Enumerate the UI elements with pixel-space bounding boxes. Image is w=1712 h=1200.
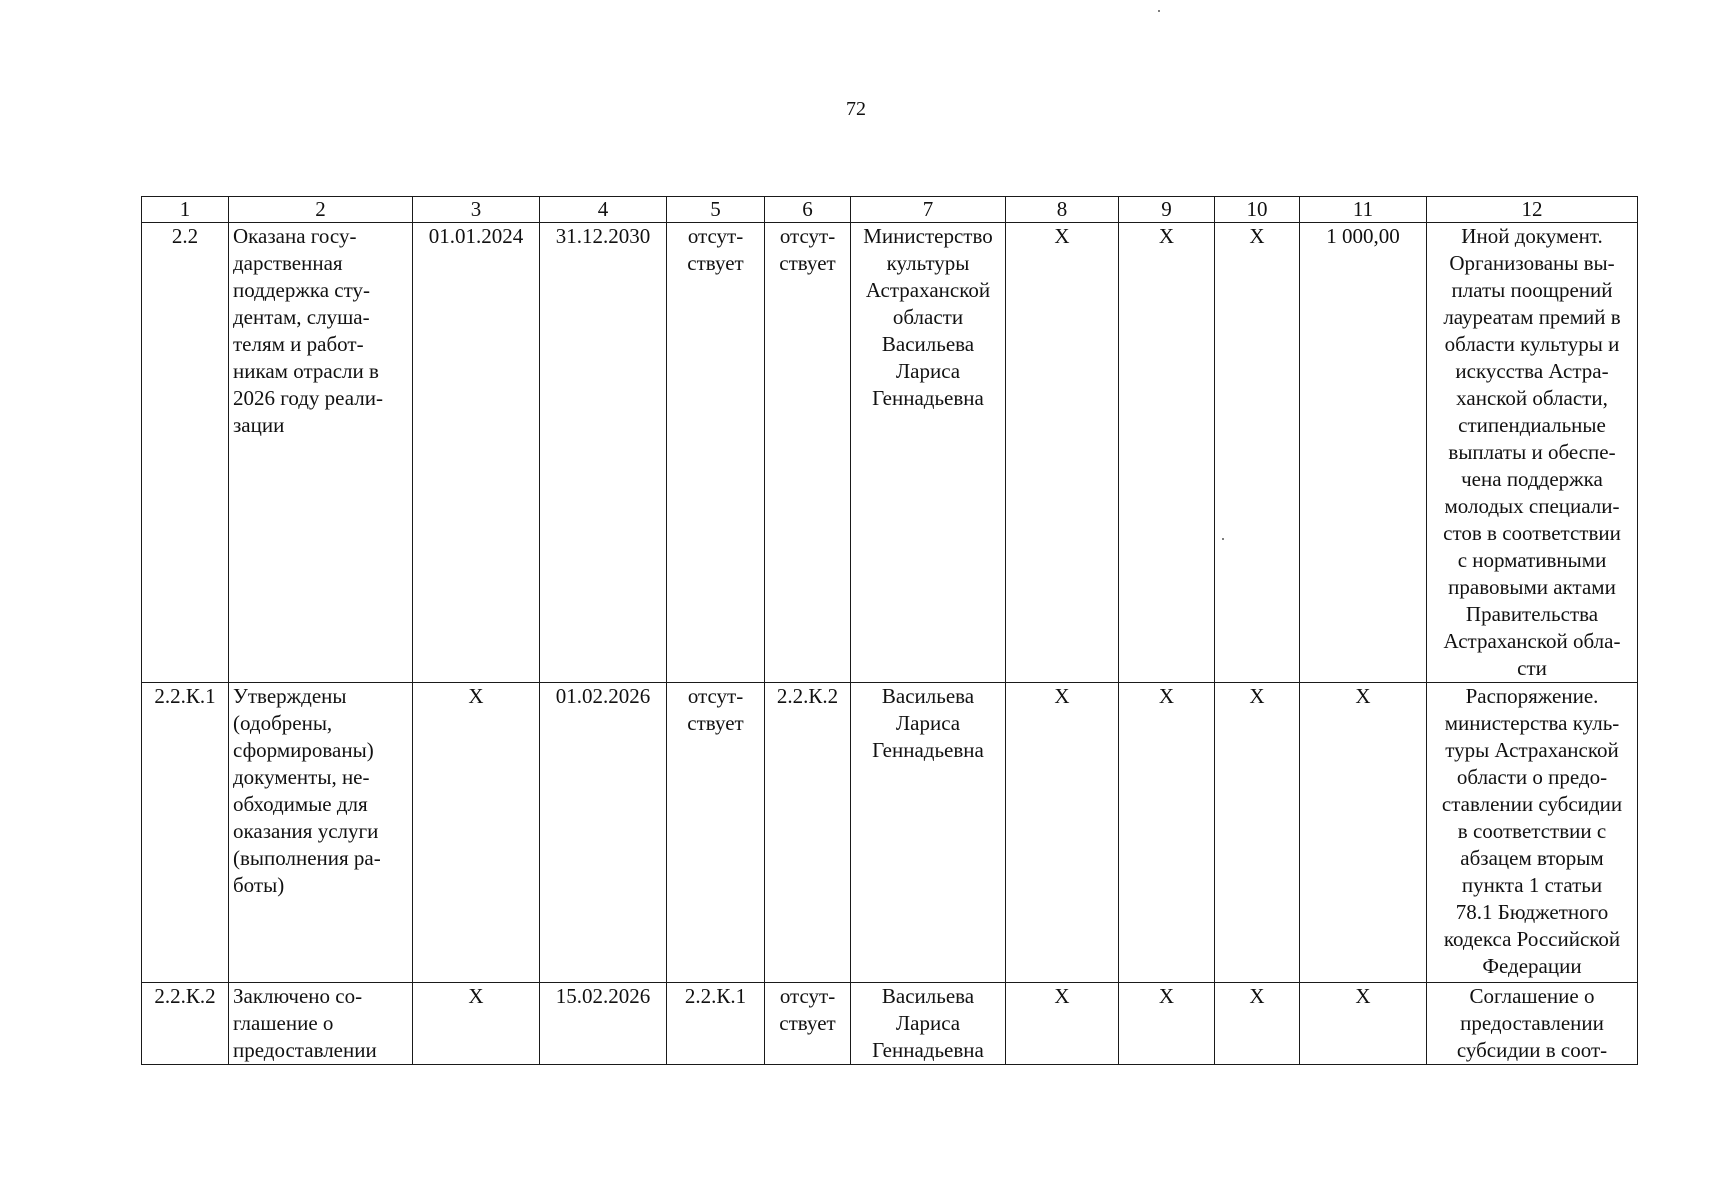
start-date-cell bbox=[413, 983, 540, 1065]
cell-text-line: области bbox=[892, 305, 964, 329]
column-number: 5 bbox=[667, 197, 765, 223]
cell-text-line: поддержка сту- bbox=[233, 278, 371, 302]
column-number: 4 bbox=[540, 197, 667, 223]
column-number: 6 bbox=[765, 197, 851, 223]
cell-text-line: Геннадьевна bbox=[872, 386, 984, 410]
column-8-cell bbox=[1006, 223, 1119, 683]
cell-text-line: субсидии в соот- bbox=[1456, 1038, 1608, 1062]
column-8-cell bbox=[1006, 683, 1119, 983]
cell-text-line: 31.12.2030 bbox=[555, 224, 651, 248]
cell-text-line: выплаты и обеспе- bbox=[1448, 440, 1616, 464]
cell-text-line: Организованы вы- bbox=[1449, 251, 1615, 275]
cell-text-line: Оказана госу- bbox=[233, 224, 357, 248]
cell-text-line: зации bbox=[233, 413, 285, 437]
column-10-cell bbox=[1215, 223, 1300, 683]
responsible-cell bbox=[851, 983, 1006, 1065]
column-number-row bbox=[142, 197, 1638, 223]
document-cell bbox=[1427, 683, 1638, 983]
predecessor-cell bbox=[667, 683, 765, 983]
cell-text-line: ствует bbox=[687, 711, 744, 735]
successor-cell bbox=[765, 983, 851, 1065]
cell-text-line: X bbox=[1158, 684, 1175, 708]
column-number: 9 bbox=[1119, 197, 1215, 223]
cell-text-line: 15.02.2026 bbox=[555, 984, 651, 1008]
scan-speck bbox=[1158, 10, 1160, 12]
cell-text-line: Васильева bbox=[881, 684, 975, 708]
row-number-cell bbox=[142, 683, 229, 983]
cell-text-line: культуры bbox=[886, 251, 970, 275]
cell-text-line: X bbox=[468, 984, 484, 1008]
cell-text-line: в соответствии с bbox=[1457, 819, 1607, 843]
end-date-cell bbox=[540, 223, 667, 683]
cell-text-line: Астраханской bbox=[865, 278, 991, 302]
column-number: 7 bbox=[851, 197, 1006, 223]
column-10-cell bbox=[1215, 683, 1300, 983]
successor-cell bbox=[765, 223, 851, 683]
cell-text-line: никам отрасли в bbox=[233, 359, 379, 383]
cell-text-line: Заключено со- bbox=[233, 984, 363, 1008]
cell-text-line: абзацем вторым bbox=[1460, 846, 1604, 870]
end-date-cell bbox=[540, 683, 667, 983]
cell-text-line: глашение о bbox=[233, 1011, 334, 1035]
cell-text-line: сформированы) bbox=[233, 738, 374, 762]
column-9-cell bbox=[1119, 683, 1215, 983]
amount-cell bbox=[1300, 223, 1427, 683]
cell-text-line: кодекса Российской bbox=[1443, 927, 1621, 951]
cell-text-line: обходимые для bbox=[233, 792, 368, 816]
column-number: 10 bbox=[1215, 197, 1300, 223]
cell-text-line: Астраханской обла- bbox=[1443, 629, 1621, 653]
cell-text-line: X bbox=[1054, 684, 1070, 708]
cell-text-line: 2.2 bbox=[171, 224, 199, 248]
column-9-cell bbox=[1119, 983, 1215, 1065]
cell-text-line: Распоряжение. bbox=[1465, 684, 1599, 708]
cell-text-line: Соглашение о bbox=[1469, 984, 1595, 1008]
cell-text-line: чена поддержка bbox=[1461, 467, 1603, 491]
cell-text-line: телям и работ- bbox=[233, 332, 364, 356]
cell-text-line: оказания услуги bbox=[233, 819, 379, 843]
cell-text-line: платы поощрений bbox=[1451, 278, 1613, 302]
start-date-cell bbox=[413, 683, 540, 983]
cell-text-line: предоставлении bbox=[1460, 1011, 1604, 1035]
cell-text-line: ствует bbox=[687, 251, 744, 275]
responsible-cell bbox=[851, 683, 1006, 983]
cell-text-line: X bbox=[1054, 984, 1070, 1008]
document-cell bbox=[1427, 223, 1638, 683]
cell-text-line: X bbox=[1158, 984, 1175, 1008]
cell-text-line: ствует bbox=[779, 1011, 836, 1035]
cell-text-line: 1 000,00 bbox=[1326, 224, 1400, 248]
table-row bbox=[142, 983, 1638, 1065]
table-row bbox=[142, 683, 1638, 983]
cell-text-line: Васильева bbox=[881, 332, 975, 356]
cell-text-line: Правительства bbox=[1465, 602, 1599, 626]
column-number: 1 bbox=[142, 197, 229, 223]
cell-text-line: 01.01.2024 bbox=[428, 224, 524, 248]
cell-text-line: Лариса bbox=[895, 359, 961, 383]
cell-text-line: отсут- bbox=[687, 224, 744, 248]
cell-text-line: ставлении субсидии bbox=[1441, 792, 1623, 816]
cell-text-line: Федерации bbox=[1482, 954, 1582, 978]
cell-text-line: туры Астраханской bbox=[1445, 738, 1619, 762]
end-date-cell bbox=[540, 983, 667, 1065]
cell-text-line: лауреатам премий в bbox=[1443, 305, 1621, 329]
cell-text-line: ханской области, bbox=[1456, 386, 1608, 410]
column-number: 8 bbox=[1006, 197, 1119, 223]
cell-text-line: Геннадьевна bbox=[872, 1038, 984, 1062]
cell-text-line: ствует bbox=[779, 251, 836, 275]
table-row bbox=[142, 223, 1638, 683]
column-number: 2 bbox=[229, 197, 413, 223]
cell-text-line: (выполнения ра- bbox=[233, 846, 381, 870]
cell-text-line: молодых специали- bbox=[1444, 494, 1620, 518]
cell-text-line: стипендиальные bbox=[1458, 413, 1606, 437]
cell-text-line: министерства куль- bbox=[1444, 711, 1620, 735]
cell-text-line: дарственная bbox=[233, 251, 343, 275]
cell-text-line: 01.02.2026 bbox=[555, 684, 651, 708]
cell-text-line: 78.1 Бюджетного bbox=[1455, 900, 1609, 924]
cell-text-line: Лариса bbox=[895, 711, 961, 735]
cell-text-line: X bbox=[1249, 984, 1265, 1008]
amount-cell bbox=[1300, 683, 1427, 983]
cell-text-line: сти bbox=[1517, 656, 1547, 680]
cell-text-line: X bbox=[468, 684, 484, 708]
cell-text-line: Иной документ. bbox=[1461, 224, 1603, 248]
successor-cell bbox=[765, 683, 851, 983]
cell-text-line: стов в соответствии bbox=[1443, 521, 1621, 545]
cell-text-line: X bbox=[1249, 684, 1265, 708]
cell-text-line: 2.2.К.1 bbox=[154, 684, 216, 708]
cell-text-line: боты) bbox=[233, 873, 285, 897]
row-number-cell bbox=[142, 983, 229, 1065]
cell-text-line: Лариса bbox=[895, 1011, 961, 1035]
cell-text-line: X bbox=[1054, 224, 1070, 248]
cell-text-line: документы, не- bbox=[233, 765, 370, 789]
page-number: 72 bbox=[846, 98, 866, 120]
cell-text-line: области культуры и bbox=[1444, 332, 1620, 356]
cell-text-line: Министерство bbox=[863, 224, 993, 248]
cell-text-line: Васильева bbox=[881, 984, 975, 1008]
predecessor-cell bbox=[667, 223, 765, 683]
cell-text-line: (одобрены, bbox=[233, 711, 333, 735]
cell-text-line: с нормативными bbox=[1457, 548, 1607, 572]
cell-text-line: X bbox=[1355, 984, 1371, 1008]
column-9-cell bbox=[1119, 223, 1215, 683]
column-10-cell bbox=[1215, 983, 1300, 1065]
column-number: 11 bbox=[1300, 197, 1427, 223]
cell-text-line: 2.2.К.2 bbox=[776, 684, 839, 708]
data-table bbox=[141, 196, 1638, 1065]
cell-text-line: X bbox=[1249, 224, 1265, 248]
cell-text-line: Геннадьевна bbox=[872, 738, 984, 762]
cell-text-line: отсут- bbox=[779, 224, 836, 248]
cell-text-line: Утверждены bbox=[233, 684, 347, 708]
cell-text-line: отсут- bbox=[687, 684, 744, 708]
responsible-cell bbox=[851, 223, 1006, 683]
cell-text-line: 2.2.К.1 bbox=[684, 984, 747, 1008]
cell-text-line: пункта 1 статьи bbox=[1461, 873, 1603, 897]
cell-text-line: отсут- bbox=[779, 984, 836, 1008]
result-description-cell bbox=[229, 983, 413, 1065]
result-description-cell bbox=[229, 223, 413, 683]
cell-text-line: искусства Астра- bbox=[1455, 359, 1609, 383]
start-date-cell bbox=[413, 223, 540, 683]
column-number: 3 bbox=[413, 197, 540, 223]
cell-text-line: предоставлении bbox=[233, 1038, 377, 1062]
row-number-cell bbox=[142, 223, 229, 683]
document-cell bbox=[1427, 983, 1638, 1065]
result-description-cell bbox=[229, 683, 413, 983]
cell-text-line: области о предо- bbox=[1456, 765, 1608, 789]
predecessor-cell bbox=[667, 983, 765, 1065]
amount-cell bbox=[1300, 983, 1427, 1065]
column-number: 12 bbox=[1427, 197, 1638, 223]
cell-text-line: 2026 году реали- bbox=[233, 386, 383, 410]
cell-text-line: X bbox=[1355, 684, 1371, 708]
cell-text-line: правовыми актами bbox=[1448, 575, 1616, 599]
cell-text-line: X bbox=[1158, 224, 1175, 248]
cell-text-line: 2.2.К.2 bbox=[154, 984, 216, 1008]
cell-text-line: дентам, слуша- bbox=[233, 305, 370, 329]
column-8-cell bbox=[1006, 983, 1119, 1065]
